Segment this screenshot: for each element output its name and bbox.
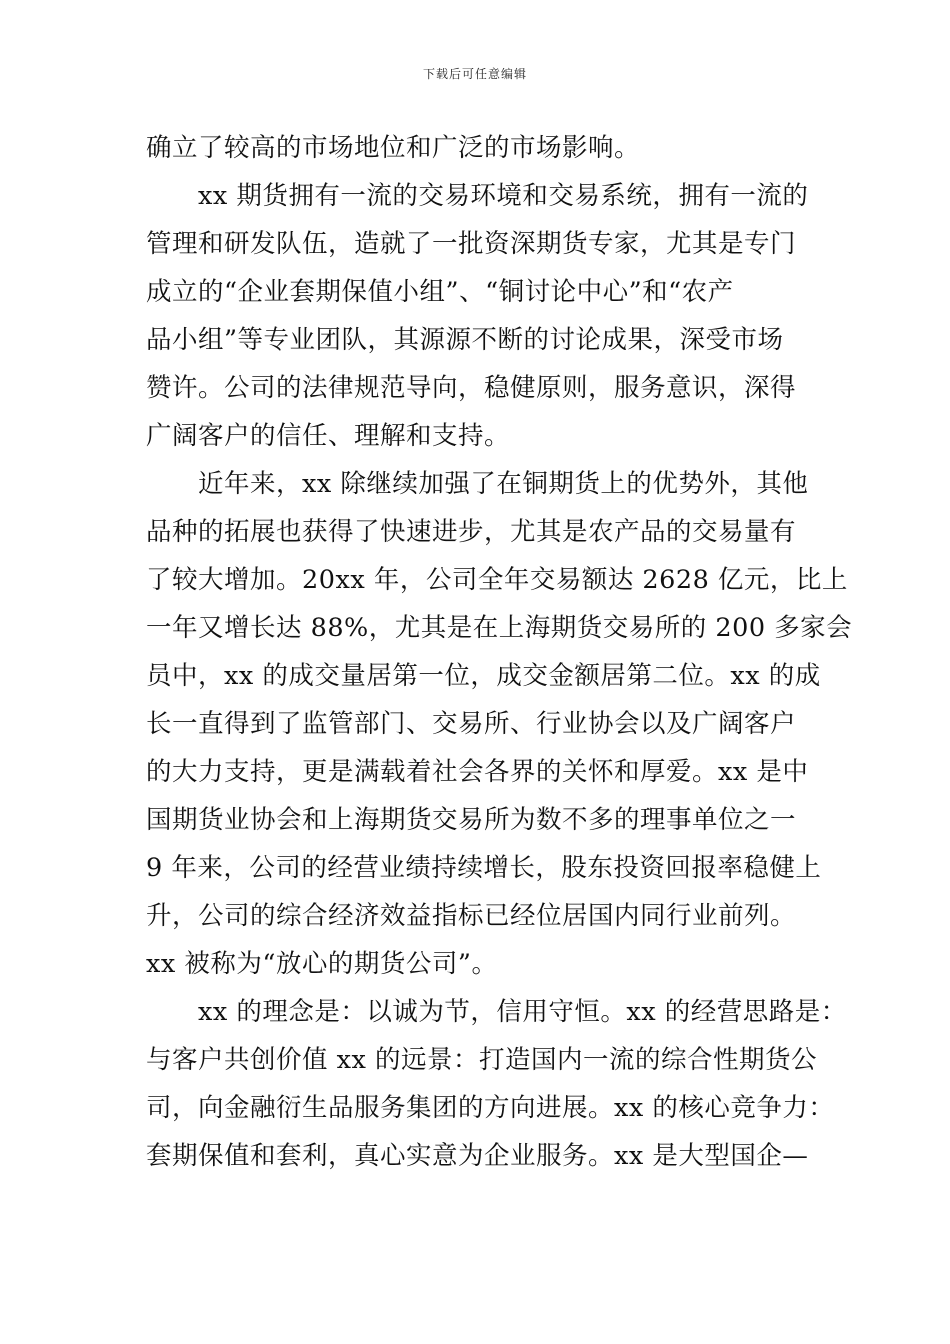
text-line: 管理和研发队伍，造就了一批资深期货专家，尤其是专门: [146, 229, 797, 259]
text-line: xx 被称为“放心的期货公司”。: [146, 949, 498, 979]
document-body: [146, 124, 853, 1180]
text-line: 一年又增长达 88%，尤其是在上海期货交易所的 200 多家会: [146, 613, 853, 643]
text-line: 了较大增加。20xx 年，公司全年交易额达 2628 亿元，比上: [146, 565, 848, 595]
text-line: 员中，xx 的成交量居第一位，成交金额居第二位。xx 的成: [146, 661, 821, 691]
text-line: 广阔客户的信任、理解和支持。: [146, 421, 511, 451]
text-line: 赞许。公司的法律规范导向，稳健原则，服务意识，深得: [146, 373, 797, 403]
text-line: xx 的理念是：以诚为节，信用守恒。xx 的经营思路是：: [198, 997, 847, 1027]
text-line: 品小组”等专业团队，其源源不断的讨论成果，深受市场: [146, 325, 784, 355]
page-header: 下载后可任意编辑: [422, 67, 527, 81]
text-line: 成立的“企业套期保值小组”、“铜讨论中心”和“农产: [146, 277, 734, 307]
text-line: 长一直得到了监管部门、交易所、行业协会以及广阔客户: [146, 709, 797, 739]
text-line: 司，向金融衍生品服务集团的方向进展。xx 的核心竞争力：: [146, 1093, 835, 1123]
text-line: 套期保值和套利，真心实意为企业服务。xx 是大型国企—: [146, 1141, 809, 1171]
text-line: 品种的拓展也获得了快速进步，尤其是农产品的交易量有: [146, 517, 797, 547]
text-line: xx 期货拥有一流的交易环境和交易系统，拥有一流的: [198, 181, 809, 211]
text-line: 确立了较高的市场地位和广泛的市场影响。: [146, 133, 641, 163]
text-line: 国期货业协会和上海期货交易所为数不多的理事单位之一: [146, 805, 797, 835]
text-line: 与客户共创价值 xx 的远景：打造国内一流的综合性期货公: [146, 1045, 817, 1075]
text-line: 9 年来，公司的经营业绩持续增长，股东投资回报率稳健上: [146, 853, 822, 883]
text-line: 的大力支持，更是满载着社会各界的关怀和厚爱。xx 是中: [146, 757, 809, 787]
text-line: 升，公司的综合经济效益指标已经位居国内同行业前列。: [146, 901, 797, 931]
text-line: 近年来，xx 除继续加强了在铜期货上的优势外，其他: [198, 469, 809, 499]
